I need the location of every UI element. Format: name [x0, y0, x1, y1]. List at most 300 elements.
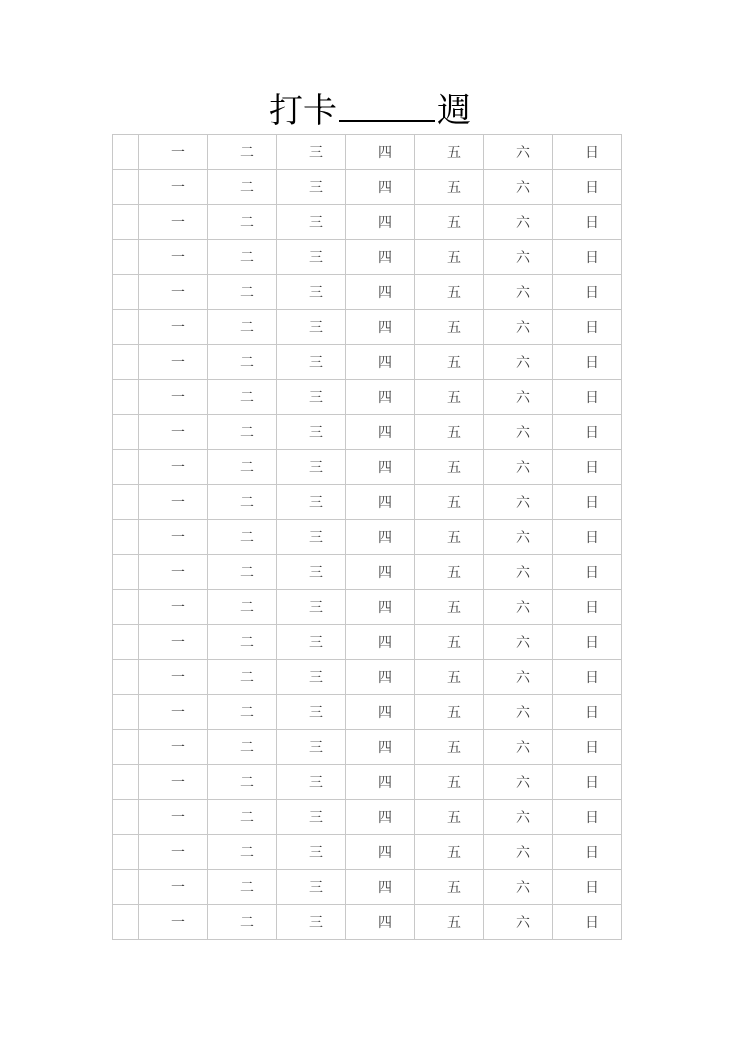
day-cell[interactable]	[277, 450, 346, 485]
day-label: 三	[309, 250, 323, 266]
day-label: 一	[171, 600, 185, 616]
day-cell[interactable]	[208, 485, 277, 520]
table-row	[113, 485, 622, 520]
day-label: 日	[585, 355, 599, 371]
day-label: 六	[516, 145, 530, 161]
day-cell[interactable]	[208, 380, 277, 415]
table-row	[113, 660, 622, 695]
day-cell[interactable]	[484, 555, 553, 590]
day-label: 二	[240, 145, 254, 161]
day-label: 一	[171, 810, 185, 826]
day-label: 五	[447, 635, 461, 651]
day-cell[interactable]	[415, 800, 484, 835]
day-cell[interactable]	[208, 170, 277, 205]
table-row	[113, 135, 622, 170]
day-cell[interactable]	[277, 730, 346, 765]
day-label: 一	[171, 740, 185, 756]
day-cell[interactable]	[277, 660, 346, 695]
day-cell[interactable]	[484, 205, 553, 240]
day-cell[interactable]	[415, 415, 484, 450]
day-cell[interactable]	[553, 555, 622, 590]
day-label: 一	[171, 355, 185, 371]
day-cell[interactable]	[553, 870, 622, 905]
row-label-cell[interactable]	[113, 765, 139, 800]
day-label: 一	[171, 180, 185, 196]
day-label: 三	[309, 425, 323, 441]
day-label: 二	[240, 460, 254, 476]
day-cell[interactable]	[553, 485, 622, 520]
day-cell[interactable]	[139, 415, 208, 450]
day-cell[interactable]	[346, 590, 415, 625]
day-cell[interactable]	[277, 590, 346, 625]
day-cell[interactable]	[415, 170, 484, 205]
day-cell[interactable]	[415, 555, 484, 590]
row-label-cell[interactable]	[113, 625, 139, 660]
row-label-cell[interactable]	[113, 555, 139, 590]
day-label: 三	[309, 495, 323, 511]
day-label: 五	[447, 740, 461, 756]
day-cell[interactable]	[553, 625, 622, 660]
day-label: 一	[171, 285, 185, 301]
day-label: 六	[516, 565, 530, 581]
row-label-cell[interactable]	[113, 170, 139, 205]
day-cell[interactable]	[139, 765, 208, 800]
day-cell[interactable]	[553, 695, 622, 730]
day-cell[interactable]	[139, 905, 208, 940]
day-cell[interactable]	[415, 765, 484, 800]
row-label-cell[interactable]	[113, 380, 139, 415]
day-cell[interactable]	[553, 135, 622, 170]
day-cell[interactable]	[277, 170, 346, 205]
day-label: 五	[447, 460, 461, 476]
day-cell[interactable]	[415, 135, 484, 170]
day-label: 三	[309, 880, 323, 896]
day-label: 二	[240, 740, 254, 756]
day-label: 二	[240, 915, 254, 931]
day-label: 日	[585, 180, 599, 196]
day-cell[interactable]	[484, 240, 553, 275]
day-label: 一	[171, 460, 185, 476]
day-cell[interactable]	[139, 380, 208, 415]
day-label: 日	[585, 810, 599, 826]
day-cell[interactable]	[415, 345, 484, 380]
day-cell[interactable]	[139, 275, 208, 310]
day-cell[interactable]	[415, 695, 484, 730]
day-cell[interactable]	[346, 555, 415, 590]
day-cell[interactable]	[415, 625, 484, 660]
day-cell[interactable]	[553, 345, 622, 380]
day-cell[interactable]	[277, 765, 346, 800]
day-cell[interactable]	[277, 415, 346, 450]
day-cell[interactable]	[553, 800, 622, 835]
day-cell[interactable]	[484, 415, 553, 450]
day-label: 六	[516, 250, 530, 266]
table-row	[113, 275, 622, 310]
row-label-cell[interactable]	[113, 590, 139, 625]
day-cell[interactable]	[139, 835, 208, 870]
table-body	[113, 135, 622, 940]
day-cell[interactable]	[346, 485, 415, 520]
day-label: 一	[171, 635, 185, 651]
day-cell[interactable]	[346, 695, 415, 730]
table-row	[113, 625, 622, 660]
row-label-cell[interactable]	[113, 135, 139, 170]
day-cell[interactable]	[208, 345, 277, 380]
day-cell[interactable]	[139, 660, 208, 695]
day-label: 三	[309, 810, 323, 826]
day-label: 三	[309, 600, 323, 616]
day-cell[interactable]	[553, 835, 622, 870]
day-cell[interactable]	[553, 275, 622, 310]
day-label: 二	[240, 565, 254, 581]
day-cell[interactable]	[208, 135, 277, 170]
day-label: 三	[309, 355, 323, 371]
day-label: 六	[516, 810, 530, 826]
day-label: 三	[309, 670, 323, 686]
day-cell[interactable]	[346, 520, 415, 555]
day-cell[interactable]	[346, 800, 415, 835]
day-label: 四	[378, 565, 392, 581]
day-cell[interactable]	[346, 905, 415, 940]
day-cell[interactable]	[553, 590, 622, 625]
day-cell[interactable]	[277, 800, 346, 835]
day-label: 五	[447, 355, 461, 371]
day-cell[interactable]	[208, 660, 277, 695]
day-cell[interactable]	[553, 205, 622, 240]
day-label: 一	[171, 495, 185, 511]
day-cell[interactable]	[208, 835, 277, 870]
day-cell[interactable]	[139, 485, 208, 520]
day-cell[interactable]	[277, 205, 346, 240]
day-label: 二	[240, 390, 254, 406]
day-cell[interactable]	[139, 170, 208, 205]
day-cell[interactable]	[553, 450, 622, 485]
day-cell[interactable]	[415, 205, 484, 240]
day-label: 三	[309, 180, 323, 196]
day-cell[interactable]	[208, 765, 277, 800]
day-cell[interactable]	[208, 310, 277, 345]
day-label: 四	[378, 810, 392, 826]
day-cell[interactable]	[208, 695, 277, 730]
day-label: 一	[171, 670, 185, 686]
day-cell[interactable]	[484, 695, 553, 730]
day-cell[interactable]	[346, 380, 415, 415]
day-cell[interactable]	[484, 800, 553, 835]
day-cell[interactable]	[139, 625, 208, 660]
day-cell[interactable]	[346, 275, 415, 310]
day-label: 二	[240, 495, 254, 511]
day-label: 四	[378, 705, 392, 721]
day-cell[interactable]	[484, 520, 553, 555]
day-cell[interactable]	[208, 870, 277, 905]
day-cell[interactable]	[553, 415, 622, 450]
row-label-cell[interactable]	[113, 800, 139, 835]
day-cell[interactable]	[208, 275, 277, 310]
day-cell[interactable]	[277, 870, 346, 905]
day-label: 四	[378, 390, 392, 406]
row-label-cell[interactable]	[113, 730, 139, 765]
day-cell[interactable]	[553, 170, 622, 205]
day-label: 一	[171, 845, 185, 861]
day-cell[interactable]	[139, 590, 208, 625]
day-label: 四	[378, 495, 392, 511]
day-cell[interactable]	[415, 905, 484, 940]
day-label: 三	[309, 775, 323, 791]
day-label: 四	[378, 880, 392, 896]
day-cell[interactable]	[139, 310, 208, 345]
day-cell[interactable]	[484, 905, 553, 940]
day-cell[interactable]	[277, 520, 346, 555]
day-cell[interactable]	[139, 800, 208, 835]
day-label: 六	[516, 845, 530, 861]
day-label: 二	[240, 670, 254, 686]
day-label: 日	[585, 705, 599, 721]
row-label-cell[interactable]	[113, 485, 139, 520]
day-cell[interactable]	[484, 625, 553, 660]
day-cell[interactable]	[484, 310, 553, 345]
day-label: 五	[447, 880, 461, 896]
table-row	[113, 380, 622, 415]
day-cell[interactable]	[553, 905, 622, 940]
day-cell[interactable]	[208, 205, 277, 240]
day-label: 一	[171, 250, 185, 266]
day-label: 二	[240, 810, 254, 826]
day-cell[interactable]	[208, 520, 277, 555]
day-cell[interactable]	[484, 485, 553, 520]
row-label-cell[interactable]	[113, 520, 139, 555]
day-cell[interactable]	[346, 765, 415, 800]
day-cell[interactable]	[139, 555, 208, 590]
day-cell[interactable]	[346, 660, 415, 695]
day-cell[interactable]	[346, 835, 415, 870]
day-cell[interactable]	[346, 345, 415, 380]
day-cell[interactable]	[277, 555, 346, 590]
day-label: 日	[585, 460, 599, 476]
day-cell[interactable]	[346, 415, 415, 450]
row-label-cell[interactable]	[113, 870, 139, 905]
day-cell[interactable]	[139, 345, 208, 380]
table-row	[113, 345, 622, 380]
day-label: 五	[447, 495, 461, 511]
day-label: 日	[585, 880, 599, 896]
day-cell[interactable]	[415, 590, 484, 625]
day-label: 六	[516, 670, 530, 686]
day-cell[interactable]	[415, 835, 484, 870]
day-cell[interactable]	[139, 135, 208, 170]
day-cell[interactable]	[346, 170, 415, 205]
day-cell[interactable]	[346, 625, 415, 660]
day-cell[interactable]	[139, 450, 208, 485]
day-cell[interactable]	[484, 590, 553, 625]
day-cell[interactable]	[208, 590, 277, 625]
day-cell[interactable]	[346, 450, 415, 485]
day-label: 四	[378, 775, 392, 791]
day-cell[interactable]	[208, 730, 277, 765]
day-label: 四	[378, 845, 392, 861]
day-cell[interactable]	[208, 625, 277, 660]
day-cell[interactable]	[484, 170, 553, 205]
day-label: 四	[378, 670, 392, 686]
day-cell[interactable]	[553, 380, 622, 415]
day-label: 二	[240, 320, 254, 336]
day-cell[interactable]	[346, 205, 415, 240]
day-cell[interactable]	[415, 660, 484, 695]
day-cell[interactable]	[553, 240, 622, 275]
day-label: 三	[309, 915, 323, 931]
day-label: 一	[171, 390, 185, 406]
day-label: 一	[171, 215, 185, 231]
day-cell[interactable]	[277, 695, 346, 730]
day-cell[interactable]	[415, 450, 484, 485]
day-label: 三	[309, 215, 323, 231]
day-cell[interactable]	[208, 555, 277, 590]
day-cell[interactable]	[346, 135, 415, 170]
day-label: 二	[240, 635, 254, 651]
day-cell[interactable]	[415, 275, 484, 310]
day-cell[interactable]	[553, 765, 622, 800]
row-label-cell[interactable]	[113, 415, 139, 450]
day-label: 一	[171, 565, 185, 581]
day-cell[interactable]	[346, 240, 415, 275]
day-cell[interactable]	[415, 520, 484, 555]
day-cell[interactable]	[553, 310, 622, 345]
day-cell[interactable]	[208, 450, 277, 485]
day-cell[interactable]	[139, 205, 208, 240]
row-label-cell[interactable]	[113, 205, 139, 240]
day-label: 五	[447, 565, 461, 581]
day-cell[interactable]	[346, 730, 415, 765]
day-cell[interactable]	[139, 520, 208, 555]
day-cell[interactable]	[139, 695, 208, 730]
day-cell[interactable]	[553, 520, 622, 555]
day-cell[interactable]	[277, 380, 346, 415]
day-cell[interactable]	[553, 730, 622, 765]
title-suffix: 週	[437, 91, 471, 131]
day-cell[interactable]	[484, 275, 553, 310]
day-label: 日	[585, 495, 599, 511]
day-cell[interactable]	[277, 905, 346, 940]
day-label: 五	[447, 180, 461, 196]
day-label: 一	[171, 915, 185, 931]
row-label-cell[interactable]	[113, 660, 139, 695]
day-cell[interactable]	[484, 450, 553, 485]
day-cell[interactable]	[277, 345, 346, 380]
day-cell[interactable]	[277, 240, 346, 275]
day-cell[interactable]	[415, 730, 484, 765]
table-row	[113, 730, 622, 765]
table-row	[113, 590, 622, 625]
row-label-cell[interactable]	[113, 695, 139, 730]
day-cell[interactable]	[139, 870, 208, 905]
day-cell[interactable]	[277, 835, 346, 870]
day-cell[interactable]	[277, 135, 346, 170]
day-cell[interactable]	[139, 240, 208, 275]
row-label-cell[interactable]	[113, 905, 139, 940]
day-cell[interactable]	[484, 660, 553, 695]
day-label: 三	[309, 460, 323, 476]
day-cell[interactable]	[346, 870, 415, 905]
day-cell[interactable]	[208, 800, 277, 835]
row-label-cell[interactable]	[113, 835, 139, 870]
row-label-cell[interactable]	[113, 450, 139, 485]
day-label: 五	[447, 390, 461, 406]
day-cell[interactable]	[346, 310, 415, 345]
day-cell[interactable]	[484, 135, 553, 170]
day-cell[interactable]	[208, 240, 277, 275]
day-label: 一	[171, 530, 185, 546]
day-cell[interactable]	[415, 240, 484, 275]
day-label: 五	[447, 250, 461, 266]
day-cell[interactable]	[415, 870, 484, 905]
day-label: 六	[516, 915, 530, 931]
day-label: 四	[378, 355, 392, 371]
day-label: 二	[240, 215, 254, 231]
day-label: 五	[447, 670, 461, 686]
row-label-cell[interactable]	[113, 275, 139, 310]
day-label: 六	[516, 530, 530, 546]
day-cell[interactable]	[484, 835, 553, 870]
day-cell[interactable]	[484, 380, 553, 415]
day-label: 五	[447, 425, 461, 441]
day-label: 五	[447, 915, 461, 931]
day-label: 四	[378, 915, 392, 931]
day-label: 四	[378, 215, 392, 231]
day-cell[interactable]	[484, 765, 553, 800]
day-cell[interactable]	[277, 275, 346, 310]
day-label: 二	[240, 250, 254, 266]
day-cell[interactable]	[277, 625, 346, 660]
day-label: 四	[378, 285, 392, 301]
day-cell[interactable]	[277, 310, 346, 345]
day-label: 五	[447, 285, 461, 301]
day-label: 三	[309, 320, 323, 336]
day-label: 三	[309, 390, 323, 406]
day-label: 六	[516, 320, 530, 336]
day-cell[interactable]	[277, 485, 346, 520]
day-label: 六	[516, 635, 530, 651]
day-label: 二	[240, 880, 254, 896]
day-label: 五	[447, 600, 461, 616]
day-label: 二	[240, 355, 254, 371]
day-cell[interactable]	[484, 730, 553, 765]
day-label: 三	[309, 845, 323, 861]
day-cell[interactable]	[484, 870, 553, 905]
day-cell[interactable]	[208, 905, 277, 940]
day-label: 六	[516, 425, 530, 441]
day-label: 五	[447, 215, 461, 231]
day-cell[interactable]	[139, 730, 208, 765]
day-cell[interactable]	[415, 380, 484, 415]
day-cell[interactable]	[208, 415, 277, 450]
row-label-cell[interactable]	[113, 240, 139, 275]
day-label: 三	[309, 740, 323, 756]
day-label: 三	[309, 530, 323, 546]
row-label-cell[interactable]	[113, 310, 139, 345]
day-cell[interactable]	[484, 345, 553, 380]
day-label: 日	[585, 285, 599, 301]
day-label: 日	[585, 250, 599, 266]
table-row	[113, 450, 622, 485]
row-label-cell[interactable]	[113, 345, 139, 380]
day-cell[interactable]	[415, 310, 484, 345]
day-label: 日	[585, 390, 599, 406]
table-row	[113, 555, 622, 590]
day-cell[interactable]	[553, 660, 622, 695]
day-label: 一	[171, 705, 185, 721]
day-cell[interactable]	[415, 485, 484, 520]
day-label: 一	[171, 145, 185, 161]
day-label: 二	[240, 600, 254, 616]
